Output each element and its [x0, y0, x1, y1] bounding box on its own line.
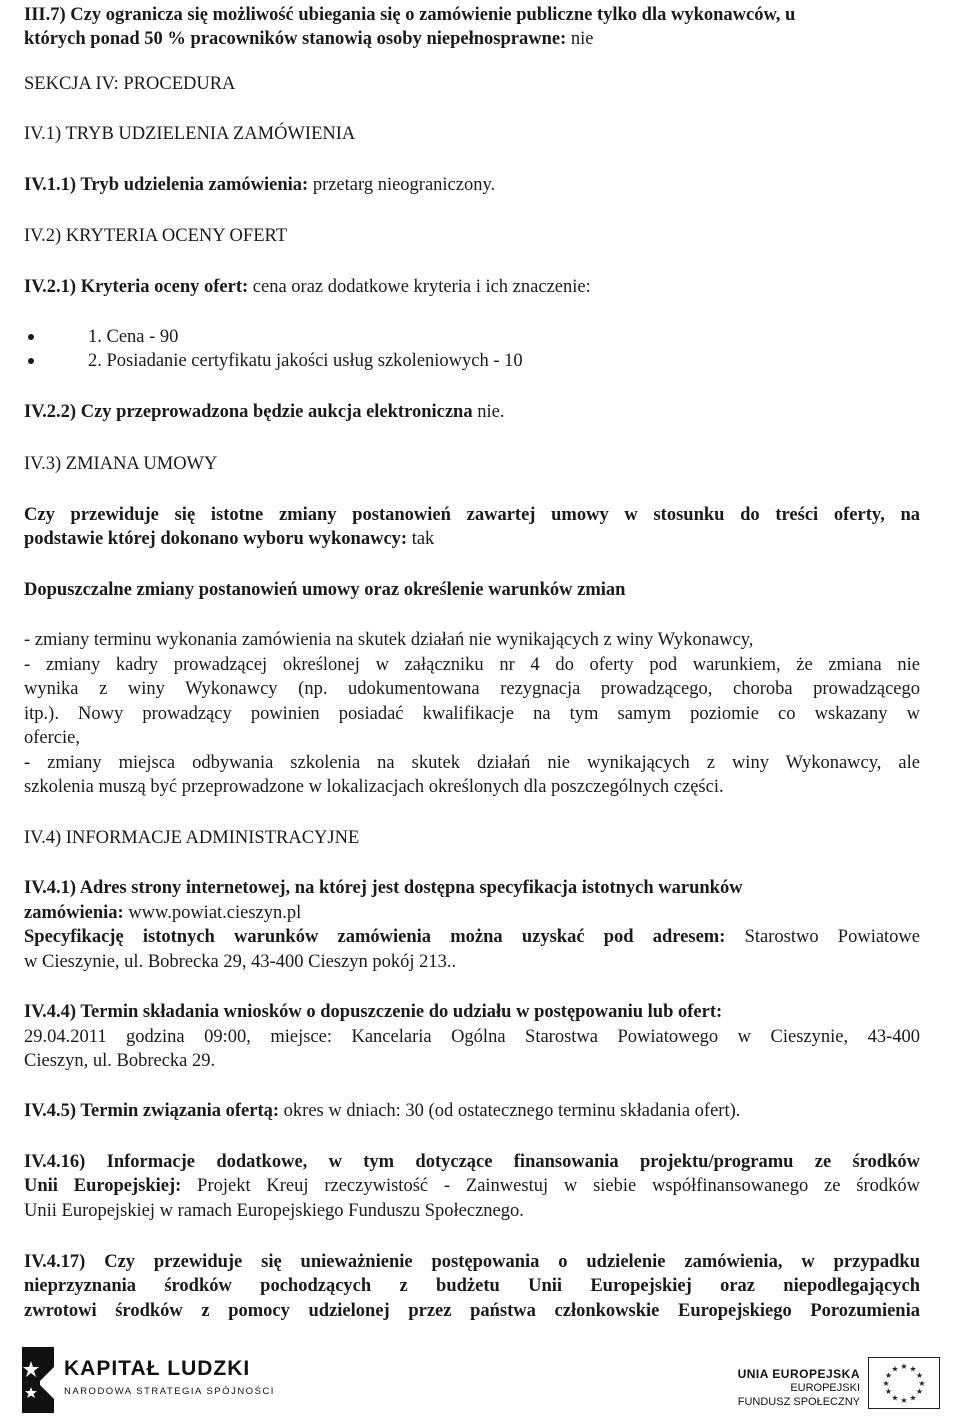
- iv3-question-line1: Czy przewiduje się istotne zmiany postanowień zawartej umowy w stosunku do treści oferty, na: [24, 505, 920, 525]
- spec-address-line2: w Cieszynie, ul. Bobrecka 29, 43-400 Cieszyn pokój 213..: [24, 952, 457, 972]
- iv417-line2: nieprzyznania środków pochodzących z budżetu Unii Europejskiej oraz niepodlegających: [24, 1276, 920, 1296]
- eu-title: UNIA EUROPEJSKA: [737, 1367, 860, 1381]
- svg-text:★: ★: [891, 1393, 899, 1403]
- section-iii7-line2: których ponad 50 % pracowników stanowią osoby niepełnosprawne: nie: [24, 29, 594, 49]
- kapital-ludzki-subtitle: NARODOWA STRATEGIA SPÓJNOŚCI: [64, 1386, 275, 1397]
- changes-line: wynika z winy Wykonawcy (np. udokumentowana rezygnacja prowadzącego, choroba prowadzącego: [24, 679, 920, 699]
- iv3-question-line2: podstawie której dokonano wyboru wykonawcy: tak: [24, 529, 435, 549]
- kapital-ludzki-logo-icon: [20, 1343, 56, 1419]
- svg-text:★: ★: [915, 1371, 924, 1380]
- iv44-value2: Cieszyn, ul. Bobrecka 29.: [24, 1051, 216, 1071]
- svg-text:★: ★: [909, 1364, 917, 1374]
- iv2-title: IV.2) KRYTERIA OCENY OFERT: [24, 226, 288, 246]
- svg-text:★: ★: [909, 1393, 917, 1403]
- eu-line3: FUNDUSZ SPOŁECZNY: [737, 1396, 860, 1408]
- iv416-line3: Unii Europejskiej w ramach Europejskiego Funduszu Społecznego.: [24, 1201, 524, 1221]
- eu-text: [738, 1367, 860, 1409]
- changes-line: szkolenia muszą być przeprowadzone w lokalizacjach określonych dla poszczególnych części.: [24, 777, 724, 797]
- svg-text:★: ★: [882, 1379, 890, 1388]
- svg-text:★: ★: [891, 1364, 899, 1374]
- iv3-title: IV.3) ZMIANA UMOWY: [24, 454, 218, 474]
- iv417-line3: zwrotowi środków z pomocy udzielonej przez państwa członkowskie Europejskiego Porozumienia: [24, 1301, 920, 1321]
- bullet-icon: [28, 334, 34, 340]
- svg-text:★: ★: [918, 1379, 926, 1388]
- iv4-title: IV.4) INFORMACJE ADMINISTRACYJNE: [24, 828, 360, 848]
- iv44-label: IV.4.4) Termin składania wniosków o dopuszczenie do udziału w postępowaniu lub ofert:: [24, 1002, 723, 1022]
- kapital-ludzki-text: [64, 1357, 275, 1399]
- changes-line: itp.). Nowy prowadzący powinien posiadać kwalifikacje na tym samym poziomie co wskazany w: [24, 704, 920, 724]
- svg-text:★: ★: [900, 1362, 908, 1371]
- iv417-line1: IV.4.17) Czy przewiduje się unieważnienie postępowania o udzielenie zamówienia, w przypadku: [24, 1252, 920, 1272]
- spec-url-link[interactable]: www.powiat.cieszyn.pl: [128, 903, 302, 923]
- svg-text:★: ★: [884, 1371, 893, 1380]
- section-iv-title: SEKCJA IV: PROCEDURA: [24, 74, 236, 94]
- svg-text:★: ★: [884, 1387, 893, 1396]
- iv3-allowed-title: Dopuszczalne zmiany postanowień umowy oraz określenie warunków zmian: [24, 580, 626, 600]
- criteria-item: 1. Cena - 90: [88, 327, 179, 347]
- changes-line: - zmiany miejsca odbywania szkolenia na skutek działań nie wynikających z winy Wykonawcy, ale: [24, 753, 920, 773]
- changes-line: - zmiany kadry prowadzącej określonej w załączniku nr 4 do oferty pod warunkiem, że zmiana nie: [24, 655, 920, 675]
- section-iii7-line1: III.7) Czy ogranicza się możliwość ubiegania się o zamówienie publiczne tylko dla wykonawców, u: [24, 5, 796, 25]
- iv11-line: IV.1.1) Tryb udzielenia zamówienia: przetarg nieograniczony.: [24, 175, 496, 195]
- iv416-line2: Unii Europejskiej: Projekt Kreuj rzeczywistość - Zainwestuj w siebie współfinansowanego ze środków: [24, 1176, 921, 1196]
- svg-text:★: ★: [900, 1396, 908, 1405]
- iv21-line: IV.2.1) Kryteria oceny ofert: cena oraz dodatkowe kryteria i ich znaczenie:: [24, 277, 591, 297]
- footer-logos: [0, 1335, 960, 1423]
- iv41-line1: IV.4.1) Adres strony internetowej, na której jest dostępna specyfikacja istotnych warunków: [24, 878, 743, 898]
- iv44-value1: 29.04.2011 godzina 09:00, miejsce: Kancelaria Ogólna Starostwa Powiatowego w Cieszynie, 43-400: [24, 1027, 920, 1047]
- kapital-ludzki-title: KAPITAŁ LUDZKI: [64, 1357, 251, 1380]
- iv22-line: IV.2.2) Czy przeprowadzona będzie aukcja elektroniczna nie.: [24, 402, 505, 422]
- svg-text:★: ★: [915, 1387, 924, 1396]
- iv45-line: IV.4.5) Termin związania ofertą: okres w dniach: 30 (od ostatecznego terminu składania ofert).: [24, 1101, 741, 1121]
- iv416-line1: IV.4.16) Informacje dodatkowe, w tym dotyczące finansowania projektu/programu ze środków: [24, 1152, 920, 1172]
- changes-line: - zmiany terminu wykonania zamówienia na skutek działań nie wynikających z winy Wykonawcy,: [24, 630, 754, 650]
- eu-flag-icon: [868, 1357, 940, 1409]
- iv41-line2: zamówienia: www.powiat.cieszyn.pl: [24, 903, 302, 923]
- changes-line: ofercie,: [24, 728, 80, 748]
- eu-line2: EUROPEJSKI: [790, 1382, 860, 1394]
- iv1-title: IV.1) TRYB UDZIELENIA ZAMÓWIENIA: [24, 124, 356, 144]
- bullet-icon: [28, 358, 34, 364]
- criteria-item: 2. Posiadanie certyfikatu jakości usług szkoleniowych - 10: [88, 351, 523, 371]
- spec-address-line1: Specyfikację istotnych warunków zamówienia można uzyskać pod adresem: Starostwo Powiatowe: [24, 927, 921, 947]
